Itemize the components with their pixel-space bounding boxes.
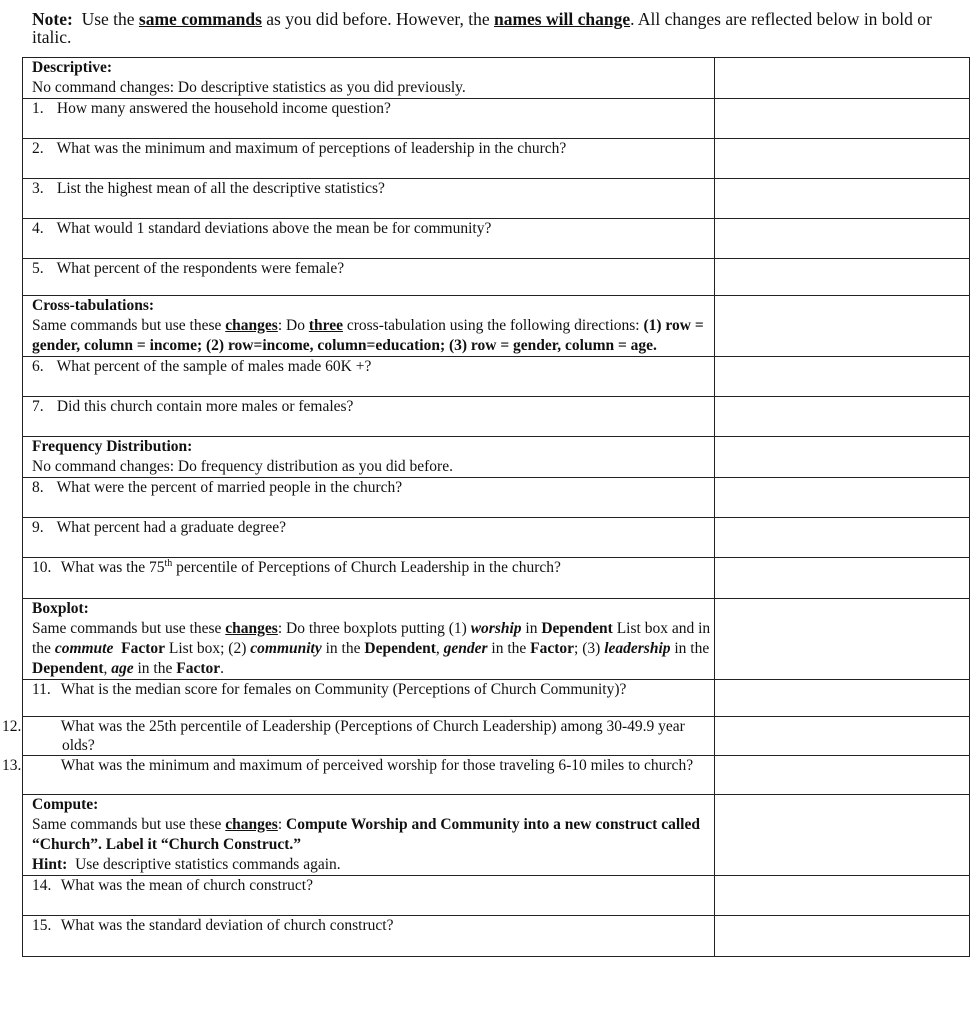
answer-cell[interactable] (715, 558, 970, 599)
question-row (23, 397, 970, 437)
boxplot-community: community (250, 640, 322, 657)
answer-cell[interactable] (715, 219, 970, 259)
boxplot-text-2: : Do three boxplots putting (1) (277, 620, 467, 637)
question-row (23, 99, 970, 139)
compute-changes: changes (225, 816, 278, 833)
question-number: 14. (32, 877, 52, 894)
question-row (23, 916, 970, 957)
question-number: 1. (32, 100, 44, 117)
question-row (23, 259, 970, 296)
question-number: 10. (32, 559, 52, 576)
question-text: What was the minimum and maximum of perceptions of leadership in the church? (56, 140, 567, 157)
answer-cell[interactable] (715, 139, 970, 179)
answer-cell[interactable] (715, 876, 970, 916)
question-row (23, 139, 970, 179)
question-number: 3. (32, 180, 44, 197)
boxplot-text-3: in (525, 620, 538, 637)
question-text: What percent of the sample of males made 60K +? (56, 358, 372, 375)
answer-cell[interactable] (715, 478, 970, 518)
boxplot-gender: gender (443, 640, 488, 657)
boxplot-text-10: in the (674, 640, 710, 657)
question-text: List the highest mean of all the descriptive statistics? (56, 180, 385, 197)
question-row (23, 179, 970, 219)
question-number: 13. (2, 757, 22, 774)
section-compute (23, 795, 970, 876)
answer-cell[interactable] (715, 717, 970, 756)
question-number: 5. (32, 260, 44, 277)
section-boxplot (23, 599, 970, 680)
answer-cell[interactable] (715, 58, 970, 99)
question-number: 8. (32, 479, 44, 496)
answer-cell[interactable] (715, 437, 970, 478)
section-heading: Frequency Distribution: (32, 438, 193, 455)
answer-cell[interactable] (715, 795, 970, 876)
question-text: What were the percent of married people in the church? (56, 479, 403, 496)
boxplot-changes: changes (225, 620, 278, 637)
compute-text-1: Same commands but use these (32, 816, 222, 833)
crosstab-changes: changes (225, 317, 278, 334)
section-descriptive (23, 58, 970, 99)
question-text-b: percentile of Perceptions of Church Leadership in the church? (176, 559, 561, 576)
boxplot-text-1: Same commands but use these (32, 620, 222, 637)
note-label: Note: (32, 9, 73, 29)
question-number: 6. (32, 358, 44, 375)
question-row (23, 756, 970, 795)
question-number: 7. (32, 398, 44, 415)
boxplot-factor-2: Factor (530, 640, 575, 657)
question-text-a: What was the 75 (60, 559, 165, 576)
answer-cell[interactable] (715, 916, 970, 957)
answer-cell[interactable] (715, 179, 970, 219)
section-heading: Boxplot: (32, 600, 89, 617)
section-frequency-distribution (23, 437, 970, 478)
boxplot-text-9: ; (3) (574, 640, 601, 657)
section-instructions: No command changes: Do frequency distribution as you did before. (32, 458, 453, 475)
question-row (23, 558, 970, 599)
boxplot-worship: worship (470, 620, 522, 637)
boxplot-leadership: leadership (604, 640, 671, 657)
note-paragraph (32, 10, 967, 46)
answer-cell[interactable] (715, 259, 970, 296)
answer-cell[interactable] (715, 599, 970, 680)
boxplot-text-7: , (435, 640, 440, 657)
question-text: What was the standard deviation of church construct? (60, 917, 394, 934)
answer-cell[interactable] (715, 756, 970, 795)
answer-cell[interactable] (715, 99, 970, 139)
compute-text-2: : (277, 816, 283, 833)
crosstab-text-1: Same commands but use these (32, 317, 222, 334)
section-instructions: No command changes: Do descriptive statistics as you did previously. (32, 79, 466, 96)
question-text: What is the median score for females on Community (Perceptions of Church Community)? (60, 681, 627, 698)
note-same-commands: same commands (138, 9, 262, 29)
question-text: Did this church contain more males or females? (56, 398, 354, 415)
answer-cell[interactable] (715, 397, 970, 437)
superscript-th: th (164, 557, 173, 569)
question-number: 4. (32, 220, 44, 237)
question-row (23, 357, 970, 397)
section-heading: Compute: (32, 796, 99, 813)
boxplot-text-6: in the (325, 640, 361, 657)
boxplot-factor-3: Factor (176, 660, 221, 677)
note-text-1: Use the (81, 9, 135, 29)
crosstab-text-3: cross-tabulation using the following directions: (346, 317, 640, 334)
boxplot-text-13: . (220, 660, 225, 677)
crosstab-directions: (1) row = gender, column = income; (2) row=income, column=education; (3) row = gender, column = age. (32, 317, 704, 354)
boxplot-dependent-1: Dependent (541, 620, 613, 637)
questions-table (2, 57, 970, 957)
boxplot-text-12: in the (137, 660, 173, 677)
question-row (23, 680, 970, 717)
boxplot-text-4: List box and in the (32, 620, 711, 657)
question-text: What was the minimum and maximum of perceived worship for those traveling 6-10 miles to church? (60, 757, 694, 774)
boxplot-dependent-2: Dependent (364, 640, 436, 657)
question-row (23, 219, 970, 259)
boxplot-text-11: , (103, 660, 108, 677)
answer-cell[interactable] (715, 680, 970, 717)
section-heading: Cross-tabulations: (32, 297, 155, 314)
boxplot-commute: commute (54, 640, 114, 657)
section-cross-tabulations (23, 296, 970, 357)
compute-directions: Compute Worship and Community into a new construct called “Church”. Label it “Church Construct.” (32, 816, 700, 853)
answer-cell[interactable] (715, 518, 970, 558)
boxplot-dependent-3: Dependent (32, 660, 104, 677)
question-number: 12. (2, 718, 22, 735)
note-text-2: as you did before. However, the (266, 9, 490, 29)
crosstab-three: three (308, 317, 343, 334)
question-row (23, 717, 970, 756)
hint-text: Use descriptive statistics commands again. (75, 856, 341, 873)
question-text: What percent had a graduate degree? (56, 519, 286, 536)
answer-cell[interactable] (715, 296, 970, 357)
question-number: 15. (32, 917, 52, 934)
question-number: 9. (32, 519, 44, 536)
section-heading: Descriptive: (32, 59, 113, 76)
note-text-3: . All changes are reflected below in bold or italic. (32, 9, 932, 47)
boxplot-factor-1: Factor (121, 640, 166, 657)
boxplot-text-5: List box; (2) (168, 640, 247, 657)
question-text: What percent of the respondents were female? (56, 260, 345, 277)
question-text: What would 1 standard deviations above the mean be for community? (56, 220, 492, 237)
answer-cell[interactable] (715, 357, 970, 397)
crosstab-text-2: : Do (277, 317, 305, 334)
note-names-change: names will change (493, 9, 631, 29)
question-row (23, 876, 970, 916)
question-row (23, 478, 970, 518)
question-number: 2. (32, 140, 44, 157)
boxplot-text-8: in the (491, 640, 527, 657)
boxplot-age: age (111, 660, 134, 677)
question-text: How many answered the household income question? (56, 100, 391, 117)
question-text: What was the 25th percentile of Leadership (Perceptions of Church Leadership) among 30-49.9 year olds? (60, 718, 685, 754)
question-text: What was the mean of church construct? (60, 877, 313, 894)
question-number: 11. (32, 681, 51, 698)
hint-label: Hint: (32, 856, 68, 873)
question-row (23, 518, 970, 558)
